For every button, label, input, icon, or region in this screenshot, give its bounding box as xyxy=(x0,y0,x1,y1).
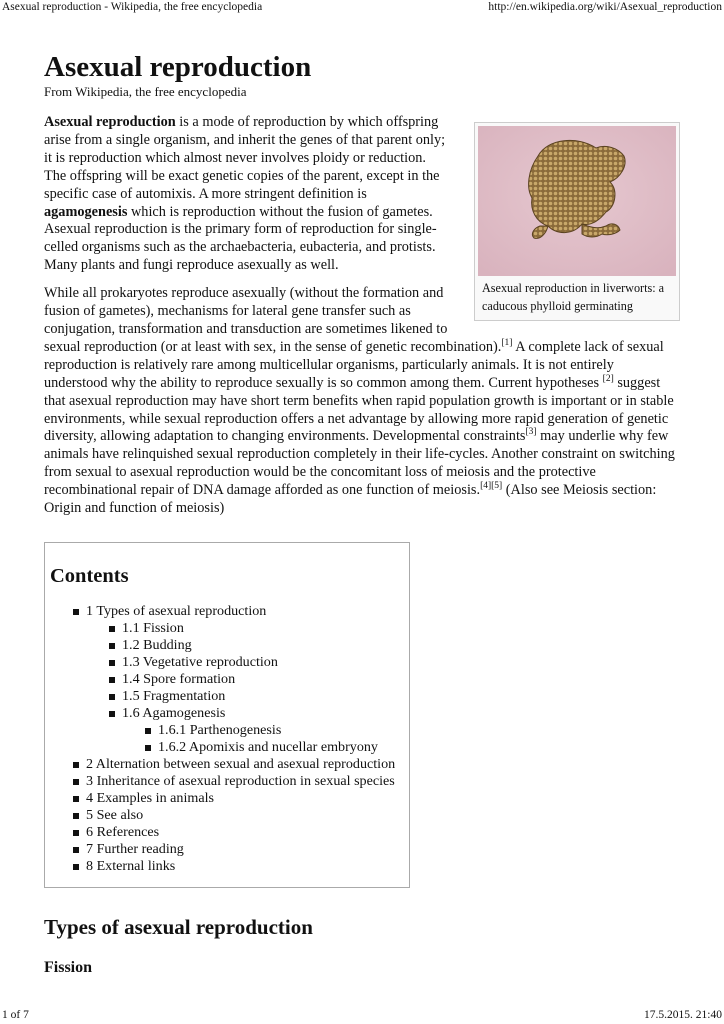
term-asexual-reproduction[interactable]: Asexual reproduction xyxy=(44,114,176,130)
reference-2[interactable]: [2] xyxy=(602,373,614,384)
toc-item[interactable]: 2 Alternation between sexual and asexual reproduction xyxy=(50,756,405,773)
toc-item[interactable]: 4 Examples in animals xyxy=(50,790,405,807)
toc-item[interactable]: 1.6.2 Apomixis and nucellar embryony xyxy=(50,739,405,756)
page-title: Asexual reproduction xyxy=(44,51,312,83)
section-heading-types: Types of asexual reproduction xyxy=(44,914,313,939)
subsection-heading-fission: Fission xyxy=(44,958,93,976)
reference-1[interactable]: [1] xyxy=(501,338,513,349)
table-of-contents xyxy=(44,542,410,888)
toc-list xyxy=(50,603,405,875)
print-timestamp: 17.5.2015. 21:40 xyxy=(644,1009,722,1021)
toc-item[interactable]: 5 See also xyxy=(50,807,405,824)
toc-item[interactable]: 1.1 Fission xyxy=(50,620,405,637)
toc-item[interactable]: 1.5 Fragmentation xyxy=(50,688,405,705)
second-paragraph: While all prokaryotes reproduce asexually (without the formation and fusion of gametes), mechanisms for lateral gene transfer such as conjugation, transformation and transduction are sometimes likened to sexual reproduction (or at least with sex, in the sense of genetic recombination).[1] A complete lack of sexual reproduction is relatively rare among multicellular organisms, particularly animals. It is not entirely understood why the ability to reproduce sexually is so common among them. Current hypotheses [2] suggest that asexual reproduction may have short term benefits when rapid population growth is important or in stable environments, while sexual reproduction offers a net advantage by allowing more rapid generation of genetic diversity, allowing adaptation to changing environments. Developmental constraints[3] may underlie why few animals have relinquished sexual reproduction completely in their life-cycles. Another constraint on switching from sexual to asexual reproduction would be the concomitant loss of meiosis and the protective recombinational repair of DNA damage afforded as one function of meiosis.[4][5] (Also see Meiosis section: Origin and function of meiosis) xyxy=(44,285,675,517)
toc-item[interactable]: 6 References xyxy=(50,824,405,841)
reference-5[interactable]: [5] xyxy=(491,481,503,492)
toc-item[interactable]: 1.6.1 Parthenogenesis xyxy=(50,722,405,739)
image-caption: Asexual reproduction in liverworts: a caducous phylloid germinating xyxy=(482,281,665,313)
intro-paragraph: Asexual reproduction is a mode of reproduction by which offspring arise from a single organism, and inherit the genes of that parent only; it is reproduction which almost never involves ploidy or reduction. The offspring will be exact genetic copies of the parent, except in the specific case of automixis. A more stringent definition is agamogenesis which is reproduction without the fusion of gametes. Asexual reproduction is the primary form of reproduction for single-celled organisms such as the archaebacteria, eubacteria, and protists. Many plants and fungi reproduce asexually as well. xyxy=(44,114,446,274)
toc-item[interactable]: 3 Inheritance of asexual reproduction in sexual species xyxy=(50,773,405,790)
print-header-url: http://en.wikipedia.org/wiki/Asexual_reproduction xyxy=(488,1,722,13)
print-footer xyxy=(0,1008,724,1024)
toc-item[interactable]: 1 Types of asexual reproduction xyxy=(50,603,405,620)
toc-item[interactable]: 1.2 Budding xyxy=(50,637,405,654)
reference-4[interactable]: [4] xyxy=(480,481,492,492)
reference-3[interactable]: [3] xyxy=(525,427,537,438)
toc-item[interactable]: 7 Further reading xyxy=(50,841,405,858)
term-agamogenesis[interactable]: agamogenesis xyxy=(44,203,128,220)
toc-item[interactable]: 8 External links xyxy=(50,858,405,875)
image-thumbnail xyxy=(474,122,680,321)
toc-title: Contents xyxy=(50,564,129,587)
site-tagline: From Wikipedia, the free encyclopedia xyxy=(44,84,247,99)
toc-item[interactable]: 1.4 Spore formation xyxy=(50,671,405,688)
article-content xyxy=(44,50,680,978)
liverwort-photo[interactable] xyxy=(478,126,676,276)
print-header xyxy=(0,0,724,16)
toc-item[interactable]: 1.3 Vegetative reproduction xyxy=(50,654,405,671)
toc-item[interactable]: 1.6 Agamogenesis xyxy=(50,705,405,722)
page-number: 1 of 7 xyxy=(2,1009,29,1021)
print-header-title: Asexual reproduction - Wikipedia, the free encyclopedia xyxy=(2,1,263,13)
